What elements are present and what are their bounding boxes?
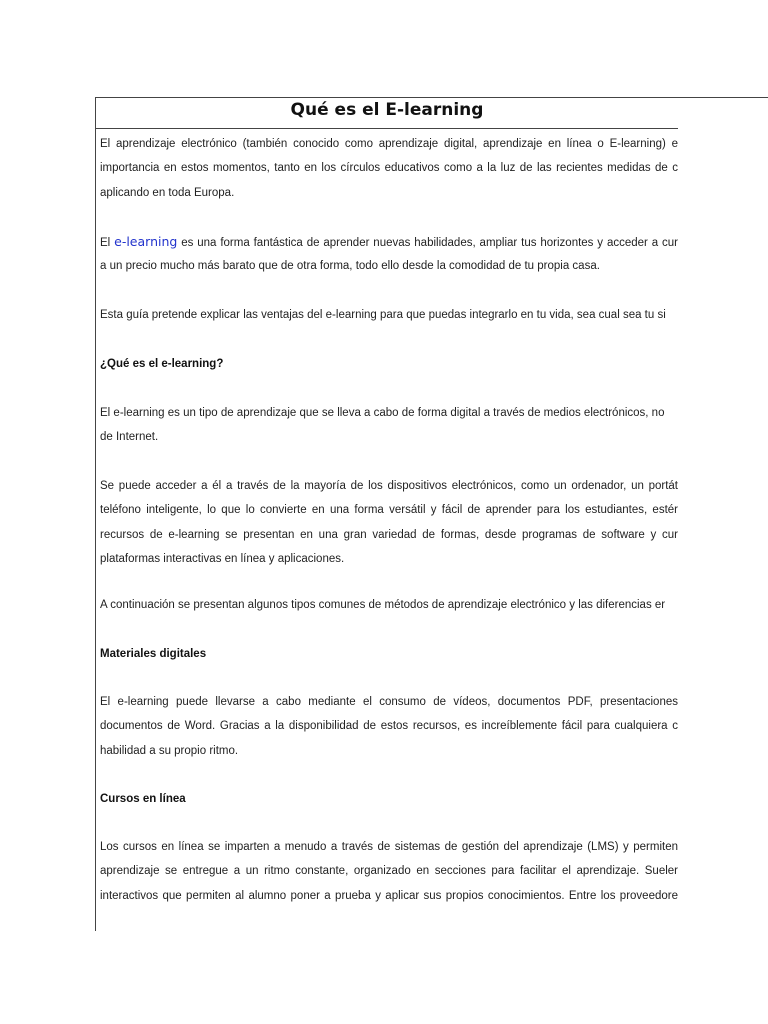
left-border-line <box>95 97 96 931</box>
text-line: El aprendizaje electrónico (también conocido como aprendizaje digital, aprendizaje en línea o E-learning) e <box>100 138 678 150</box>
text-line: plataformas interactivas en línea y aplicaciones. <box>100 552 345 565</box>
document-body <box>100 131 678 931</box>
heading-text: Cursos en línea <box>100 793 186 805</box>
guide-paragraph <box>100 303 678 327</box>
text-line <box>100 230 678 254</box>
section-heading-what-is <box>100 352 678 376</box>
text-line: Los cursos en línea se imparten a menudo a través de sistemas de gestión del aprendizaje (LMS) y permiten <box>100 841 678 853</box>
document-title: Qué es el E-learning <box>290 100 484 120</box>
heading-text: ¿Qué es el e-learning? <box>100 358 224 370</box>
intro-paragraph <box>100 132 678 205</box>
online-courses-paragraph <box>100 835 678 908</box>
text-fragment: es una forma fantástica de aprender nuevas habilidades, ampliar tus horizontes y acceder a cur <box>177 237 678 249</box>
what-is-paragraph-3 <box>100 593 678 617</box>
elearning-link[interactable]: e-learning <box>114 234 178 249</box>
text-line: aplicando en toda Europa. <box>100 186 235 199</box>
title-row <box>96 98 678 129</box>
text-line: El e-learning es un tipo de aprendizaje que se lleva a cabo de forma digital a través de medios electrónicos, no <box>100 407 665 419</box>
section-heading-digital-materials <box>100 642 678 666</box>
text-line: documentos de Word. Gracias a la disponibilidad de estos recursos, es increíblemente fácil para cualquiera c <box>100 720 678 733</box>
what-is-paragraph-1 <box>100 401 678 450</box>
text-line: Esta guía pretende explicar las ventajas del e-learning para que puedas integrarlo en tu vida, sea cual sea tu si <box>100 309 666 321</box>
text-line: teléfono inteligente, lo que lo convierte en una forma versátil y fácil de aprender para los estudiantes, estér <box>100 504 678 517</box>
text-line: Se puede acceder a él a través de la mayoría de los dispositivos electrónicos, como un ordenador, un portát <box>100 480 678 492</box>
text-line: interactivos que permiten al alumno poner a prueba y aplicar sus propios conocimientos. Entre los proveedore <box>100 889 678 902</box>
text-line: El e-learning puede llevarse a cabo mediante el consumo de vídeos, documentos PDF, presentaciones <box>100 696 678 708</box>
elearning-paragraph <box>100 230 678 279</box>
text-line: recursos de e-learning se presentan en una gran variedad de formas, desde programas de software y cur <box>100 528 678 541</box>
text-line: aprendizaje se entregue a un ritmo constante, organizado en secciones para facilitar el aprendizaje. Sueler <box>100 865 678 878</box>
text-line: habilidad a su propio ritmo. <box>100 744 239 757</box>
text-fragment: El <box>100 237 115 249</box>
text-line: de Internet. <box>100 431 159 444</box>
heading-text: Materiales digitales <box>100 648 207 660</box>
digital-materials-paragraph <box>100 690 678 763</box>
section-heading-online-courses <box>100 787 678 811</box>
text-line: importancia en estos momentos, tanto en los círculos educativos como a la luz de las recientes medidas de c <box>100 162 678 175</box>
text-line: a un precio mucho más barato que de otra forma, todo ello desde la comodidad de tu propia casa. <box>100 260 600 273</box>
text-line: A continuación se presentan algunos tipos comunes de métodos de aprendizaje electrónico y las diferencias er <box>100 599 666 611</box>
what-is-paragraph-2 <box>100 474 678 571</box>
